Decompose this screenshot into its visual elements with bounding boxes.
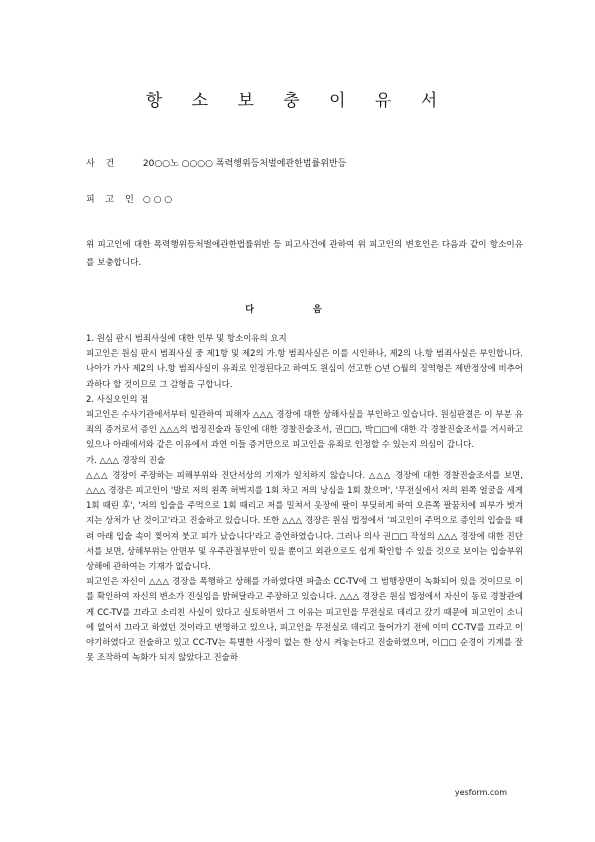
defendant-label: 피 고 인 xyxy=(86,195,138,205)
paragraph-section-2-title: 2. 사실오인의 점 xyxy=(86,393,149,404)
case-value: 20○○노 ○○○○ 폭력행위등처벌에관한법률위반등 xyxy=(142,159,347,169)
document-body xyxy=(86,331,523,665)
paragraph-section-2-text: 피고인은 수사기관에서부터 일관하여 피해자 △△△ 경장에 대한 상해사실을 부인하고 있습니다. 원심판결은 이 부분 유죄의 증거로서 증인 △△△의 법정진술과 동인에 대한 경찰진술조서, 권□□, 박□□에 대한 각 경찰진술조서를 거시하고 있으나 아래에서와 같은 이유에서 과연 이들 증거만으로 피고인을 유죄로 인정할 수 있는지 의심이 갑니다. xyxy=(86,409,523,450)
paragraph-section-1-text: 피고인은 원심 판시 범죄사실 중 제1항 및 제2의 가.항 범죄사실은 이를 시인하나, 제2의 나.항 범죄사실은 부인합니다. 나아가 가사 제2의 나.항 범죄사실이 유죄로 인정된다고 하여도 원심이 선고한 ○년 ○월의 징역형은 제반정상에 비추어 과하다 할 것이므로 그 감형을 구합니다. xyxy=(86,348,523,389)
section-heading: 다 음 xyxy=(245,305,350,315)
footer-watermark: yesform.com xyxy=(454,788,507,797)
case-field xyxy=(86,156,346,169)
intro-paragraph: 위 피고인에 대한 폭력행위등처벌에관한법률위반 등 피고사건에 관하여 위 피고인의 변호인은 다음과 같이 항소이유를 보충합니다. xyxy=(86,240,523,268)
defendant-value: ○ ○ ○ xyxy=(142,195,173,205)
paragraph-cctv-text: 피고인은 자신이 △△△ 경장을 폭행하고 상해를 가하였다면 파출소 CC-TV에 그 범행장면이 녹화되어 있을 것이므로 이를 확인하여 자신의 변소가 진실임을 밝혀달라고 주장하고 있습니다. △△△ 경장은 원심 법정에서 자신이 동료 경찰관에게 CC-TV를 끄라고 소리친 사실이 있다고 실토하면서 그 이유는 피고인을 무전실로 데리고 갔기 때문에 피고인이 소니에 없어서 끄라고 하였던 것이라고 변명하고 있으나, 피고인을 무전실로 데리고 들어가기 전에 이미 CC-TV를 끄라고 이야기하였다고 진술하고 있고 CC-TV는 특별한 사정이 없는 한 상시 켜놓는다고 진술하였으며, 이□□ 순경이 기계를 잘못 조작하여 녹화가 되지 않았다고 진술하 xyxy=(86,576,523,663)
paragraph-subsection-ga-text: △△△ 경장이 주장하는 피해부위와 진단서상의 기재가 일치하지 않습니다. △△△ 경장에 대한 경찰진술조서를 보면, △△△ 경장은 피고인이 '발로 저의 왼쪽 허벅지를 1회 차고 저의 낭심을 1회 찼으며', '무전실에서 저의 왼쪽 얼굴을 세게 1회 때린 후', '저의 입술을 주먹으로 1회 때리고 저를 밀쳐서 옷장에 팔이 부딪히게 하여 오른쪽 팔꿈치에 피부가 벗겨지는 상처가 난 것이고'라고 진술하고 있습니다. 또한 △△△ 경장은 원심 법정에서 '피고인이 주먹으로 증인의 입술을 때려 아래 입술 속이 찢어져 붓고 피가 났습니다'라고 증언하였습니다. 그러나 의사 권□□ 작성의 △△△ 경장에 대한 진단서를 보면, 상해부위는 안면부 및 우주관절부만이 있을 뿐이고 외관으로도 쉽게 확인할 수 있을 것으로 보이는 입술부위 상해에 관하여는 기재가 없습니다. xyxy=(86,469,523,572)
case-label: 사 건 xyxy=(86,159,119,169)
document-title: 항 소 보 충 이 유 서 xyxy=(145,91,450,111)
paragraph-subsection-ga-title: 가. △△△ 경장의 진술 xyxy=(86,454,166,465)
paragraph-section-1-title: 1. 원심 판시 범죄사실에 대한 인부 및 항소이유의 요지 xyxy=(86,333,287,343)
defendant-field xyxy=(86,192,172,205)
